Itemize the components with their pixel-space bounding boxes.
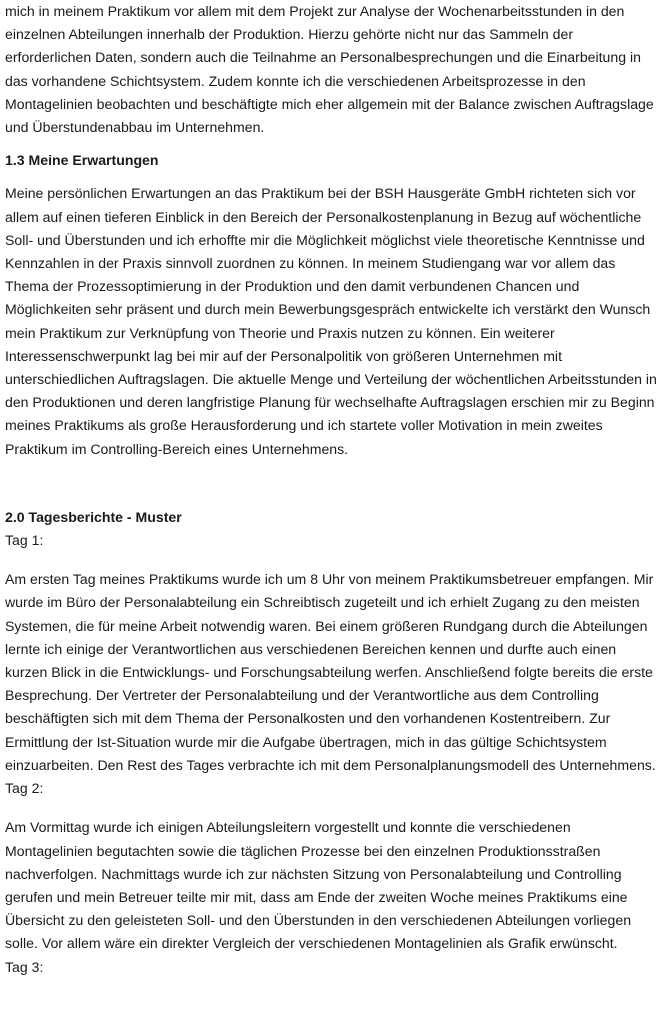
day-2-label: Tag 2: xyxy=(5,780,44,797)
expectations-paragraph: Meine persönlichen Erwartungen an das Praktikum bei der BSH Hausgeräte GmbH richteten sich vor allem auf einen tieferen Einblick in den Bereich der Personalkostenplanung in Bezug auf wöchentliche Soll- und Überstunden und ich erhoffte mir die Möglichkeit möglichst viele theoretische Kenntnisse und Kennzahlen in der Praxis sinnvoll zuordnen zu können. In meinem Studiengang war vor allem das Thema der Prozessoptimierung in der Produktion und den damit verbundenen Chancen und Möglichkeiten sehr präsent und durch mein Bewerbungsgespräch entwickelte ich verstärkt den Wunsch mein Praktikum zur Verknüpfung von Theorie und Praxis nutzen zu können. Ein weiterer Interessenschwerpunkt lag bei mir auf der Personalpolitik von größeren Unternehmen mit unterschiedlichen Auftragslagen. Die aktuelle Menge und Verteilung der wöchentlichen Arbeitsstunden in den Produktionen und deren langfristige Planung für wechselhafte Auftragslagen erschien mir zu Beginn meines Praktikums als große Herausforderung und ich startete voller Motivation in mein zweites Praktikum im Controlling-Bereich eines Unternehmens. xyxy=(5,185,657,457)
section-heading-daily-reports: 2.0 Tagesberichte - Muster xyxy=(5,508,182,525)
day-1-paragraph: Am ersten Tag meines Praktikums wurde ich um 8 Uhr von meinem Praktikumsbetreuer empfangen. Mir wurde im Büro der Personalabteilung ein Schreibtisch zugeteilt und ich erhielt Zugang zu den meisten Systemen, die für meine Arbeit notwendig waren. Bei einem größeren Rundgang durch die Abteilungen lernte ich einige der Verantwortlichen aus verschiedenen Bereichen kennen und durfte auch einen kurzen Blick in die Entwicklungs- und Forschungsabteilung werfen. Anschließend folgte bereits die erste Besprechung. Der Vertreter der Personalabteilung und der Verantwortliche aus dem Controlling beschäftigten sich mit dem Thema der Personalkosten und den vorhandenen Kostentreibern. Zur Ermittlung der Ist-Situation wurde mir die Aufgabe übertragen, mich in das gültige Schichtsystem einzuarbeiten. Den Rest des Tages verbrachte ich mit dem Personalplanungsmodell des Unternehmens. xyxy=(5,571,656,773)
intro-paragraph: mich in meinem Praktikum vor allem mit dem Projekt zur Analyse der Wochenarbeitsstunden in den einzelnen Abteilungen innerhalb der Produktion. Hierzu gehörte nicht nur das Sammeln der erforderlichen Daten, sondern auch die Teilnahme an Personalbesprechungen und die Einarbeitung in das vorhandene Schichtsystem. Zudem konnte ich die verschiedenen Arbeitsprozesse in den Montagelinien beobachten und beschäftigte mich eher allgemein mit der Balance zwischen Auftragslage und Überstundenabbau im Unternehmen. xyxy=(5,3,654,136)
day-3-label: Tag 3: xyxy=(5,958,44,975)
section-heading-expectations: 1.3 Meine Erwartungen xyxy=(5,152,159,169)
day-1-label: Tag 1: xyxy=(5,532,44,549)
day-2-paragraph: Am Vormittag wurde ich einigen Abteilungsleitern vorgestellt und konnte die verschiedenen Montagelinien begutachten sowie die täglichen Prozesse bei den einzelnen Produktionsstraßen nachverfolgen. Nachmittags wurde ich zur nächsten Sitzung von Personalabteilung und Controlling gerufen und mein Betreuer teilte mir mit, dass am Ende der zweiten Woche meines Praktikums eine Übersicht zu den geleisteten Soll- und den Überstunden in den verschiedenen Abteilungen vorliegen solle. Vor allem wäre ein direkter Vergleich der verschiedenen Montagelinien als Grafik erwünscht. xyxy=(5,819,632,952)
